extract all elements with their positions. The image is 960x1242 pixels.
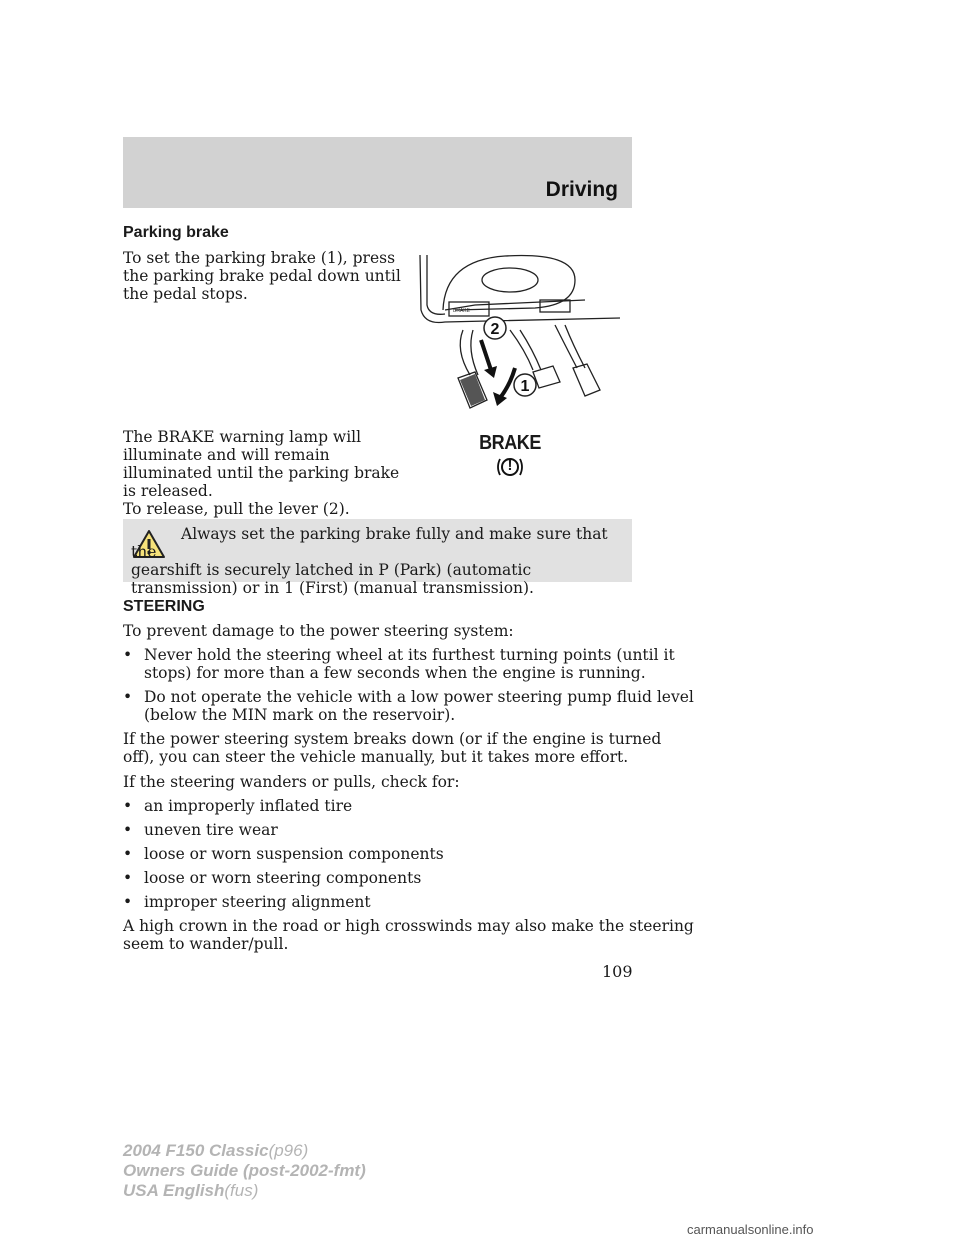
text-line: illuminated until the parking brake	[123, 464, 400, 482]
brake-lamp-label: BRAKE	[479, 432, 541, 454]
warning-line: transmission) or in 1 (First) (manual transmission).	[131, 579, 534, 597]
text-line: The BRAKE warning lamp will	[123, 428, 362, 446]
list-item: • an improperly inflated tire	[123, 797, 353, 815]
warning-box	[123, 519, 632, 597]
brake-warning-lamp	[475, 432, 545, 480]
bullet-text: an improperly inflated tire	[144, 797, 353, 815]
bullet-text: uneven tire wear	[144, 821, 278, 839]
text-line: seem to wander/pull.	[123, 935, 289, 953]
section-header-band	[123, 137, 632, 208]
text-line: A high crown in the road or high crosswinds may also make the steering	[123, 917, 694, 935]
text-line: the parking brake pedal down until	[123, 267, 401, 285]
list-item: • loose or worn suspension components	[123, 845, 444, 863]
parking-brake-heading: Parking brake	[123, 224, 229, 241]
callout-2: 2	[490, 321, 500, 338]
warning-line: gearshift is securely latched in P (Park) (automatic	[131, 561, 532, 579]
list-item: • Do not operate the vehicle with a low power steering pump fluid level (below the MIN mark on the reservoir).	[123, 688, 694, 724]
footer-model: 2004 F150 Classic	[123, 1141, 269, 1160]
list-item: • Never hold the steering wheel at its furthest turning points (until it stops) for more than a few seconds when the engine is running.	[123, 646, 675, 682]
text-line: If the power steering system breaks down (or if the engine is turned	[123, 730, 662, 748]
list-item: • uneven tire wear	[123, 821, 278, 839]
warning-line: Always set the parking brake fully and make sure that the	[131, 525, 608, 561]
bullet-text: loose or worn suspension components	[144, 845, 444, 863]
steering-heading: STEERING	[123, 598, 205, 615]
bullet-text: loose or worn steering components	[144, 869, 422, 887]
footer-model-code: (p96)	[268, 1141, 309, 1160]
text-line: To set the parking brake (1), press	[123, 249, 396, 267]
warning-text	[131, 525, 623, 597]
steering-intro: To prevent damage to the power steering system:	[123, 622, 514, 640]
bullet-text: stops) for more than a few seconds when the engine is running.	[144, 664, 646, 682]
list-item: • loose or worn steering components	[123, 869, 422, 887]
text-line: is released.	[123, 482, 213, 500]
text-line: the pedal stops.	[123, 285, 248, 303]
footer-language-code: (fus)	[224, 1181, 259, 1200]
brake-lamp-symbol: !	[507, 457, 513, 474]
release-instruction: To release, pull the lever (2).	[123, 500, 350, 518]
footer-meta	[123, 1141, 366, 1201]
text-line: illuminate and will remain	[123, 446, 330, 464]
watermark-link[interactable]: carmanualsonline.info	[687, 1222, 814, 1237]
check-intro: If the steering wanders or pulls, check for:	[123, 773, 460, 791]
bullet-text: improper steering alignment	[144, 893, 371, 911]
footer-guide: Owners Guide (post-2002-fmt)	[123, 1161, 366, 1180]
page-number: 109	[602, 962, 633, 981]
section-title: Driving	[545, 178, 618, 201]
bullet-text: (below the MIN mark on the reservoir).	[144, 706, 456, 724]
parking-brake-pedal-illustration	[415, 250, 635, 415]
list-item: • improper steering alignment	[123, 893, 371, 911]
bullet-text: Do not operate the vehicle with a low power steering pump fluid level	[144, 688, 694, 706]
text-line: off), you can steer the vehicle manually, but it takes more effort.	[123, 748, 629, 766]
callout-1: 1	[520, 378, 530, 395]
bullet-text: Never hold the steering wheel at its furthest turning points (until it	[144, 646, 675, 664]
footer-language: USA English	[123, 1181, 225, 1200]
pedal-brake-label: BRAKE	[453, 308, 470, 314]
